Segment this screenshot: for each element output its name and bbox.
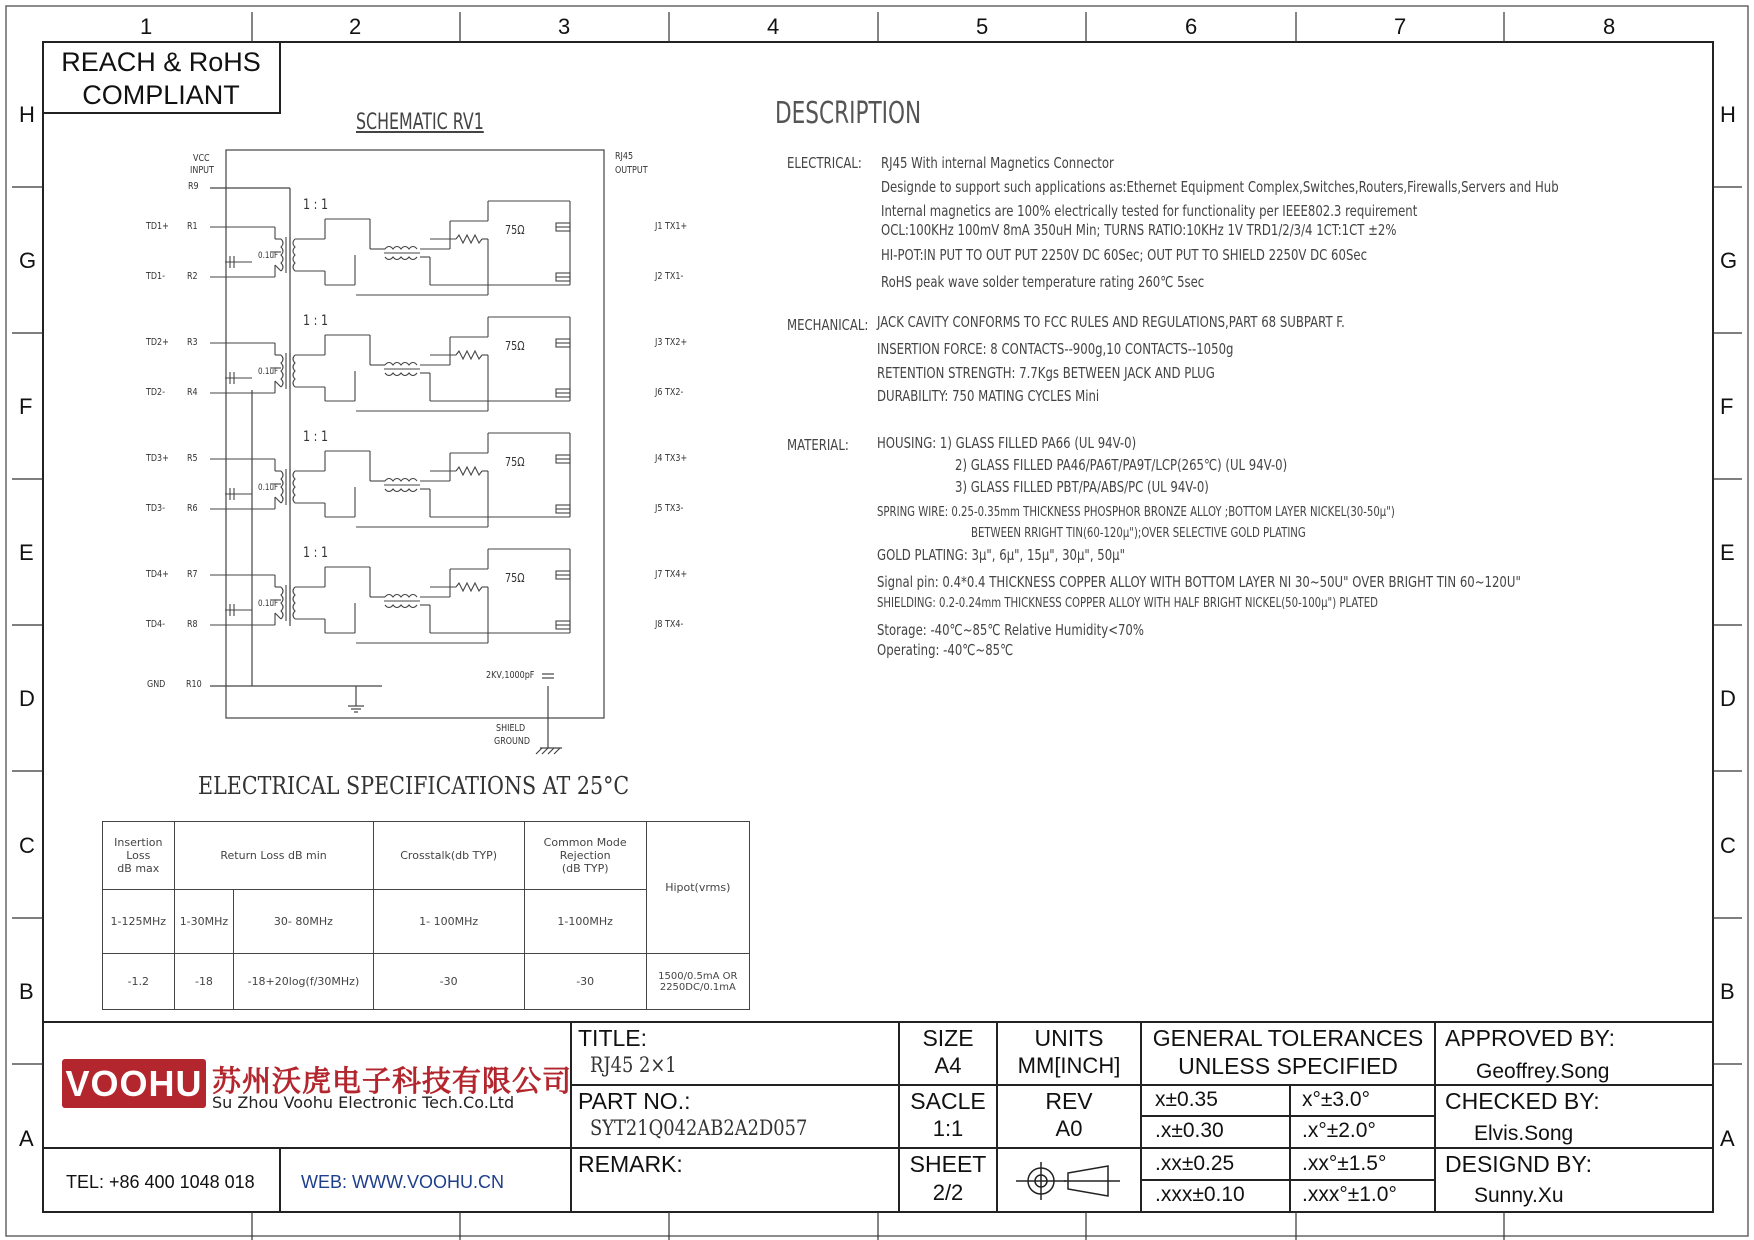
val-crosstalk: -30 [373,954,524,1010]
grid-row-b-right: B [1720,979,1735,1004]
hv-cap-label: 2KV,1000pF [486,670,535,681]
title-label: TITLE: [578,1025,648,1051]
grid-row-e-right: E [1720,540,1735,565]
tol-angular-2: .x°±2.0° [1302,1119,1376,1142]
turns-ratio-label: 1 : 1 [303,197,329,213]
freq-return-2: 30- 80MHz [234,890,373,954]
reach-line2: COMPLIANT [82,80,240,110]
grid-row-c-right: C [1720,833,1736,858]
units-value: MM[INCH] [1017,1053,1121,1078]
j-minus-label: J8 TX4- [655,619,684,630]
td-minus-label: TD1- [146,271,166,282]
material-label: MATERIAL: [787,436,849,454]
size-label: SIZE [922,1025,974,1051]
hdr-return-loss: Return Loss dB min [174,822,373,890]
rj45-label-2: OUTPUT [615,165,648,176]
hdr-insertion-1: Insertion [114,836,163,849]
electrical-label: ELECTRICAL: [787,154,862,172]
resistor-label: 75Ω [505,455,525,469]
tol-linear-3: .xx±0.25 [1155,1152,1235,1175]
grid-row-d-left: D [19,686,35,711]
voohu-logo-text: VOOHU [65,1063,203,1104]
grid-row-b-left: B [19,979,34,1004]
grid-col-1: 1 [140,14,153,39]
tol-linear-1: x±0.35 [1155,1088,1218,1111]
r-minus-label: R2 [187,271,198,282]
sheet-label: SHEET [909,1151,987,1177]
hdr-cmr-2: (dB TYP) [561,862,609,875]
tol-angular-4: .xxx°±1.0° [1302,1183,1397,1206]
cap-label: 0.1uF [258,599,279,609]
shield-label-2: GROUND [494,736,531,747]
r-plus-label: R1 [187,221,198,232]
turns-ratio-label: 1 : 1 [303,429,329,445]
val-hipot-1: 1500/0.5mA OR [658,970,738,982]
voohu-logo [62,1059,206,1108]
part-no-value: SYT21Q042AB2A2D057 [590,1116,808,1140]
part-no-label: PART NO.: [578,1088,691,1114]
grid-col-4: 4 [767,14,780,39]
tel-text: TEL: +86 400 1048 018 [66,1172,255,1192]
tol-linear-4: .xxx±0.10 [1155,1183,1245,1206]
td-plus-label: TD3+ [146,453,169,464]
grid-row-g-right: G [1720,248,1738,273]
electrical-line-2: Designde to support such applications as:Ethernet Equipment Complex,Switches,Routers,Firewalls,Servers and Hub [881,178,1559,196]
hdr-crosstalk: Crosstalk(db TYP) [373,822,524,890]
units-label: UNITS [1034,1025,1104,1051]
tol-linear-2: .x±0.30 [1155,1119,1224,1142]
j-plus-label: J1 TX1+ [655,221,688,232]
electrical-line-1: RJ45 With internal Magnetics Connector [881,154,1114,172]
r9-label: R9 [188,181,199,192]
size-value: A4 [934,1053,962,1078]
hdr-insertion-2: Loss [126,849,151,862]
rev-label: REV [1045,1088,1093,1114]
electrical-line-6: RoHS peak wave solder temperature rating 260℃ 5sec [881,273,1205,291]
grid-col-3: 3 [558,14,571,39]
r-plus-label: R3 [187,337,198,348]
checked-label: CHECKED BY: [1445,1088,1600,1114]
j-minus-label: J5 TX3- [655,503,684,514]
grid-row-h-right: H [1720,102,1736,127]
td-minus-label: TD3- [146,503,166,514]
grid-row-a-left: A [19,1126,34,1151]
j-plus-label: J7 TX4+ [655,569,688,580]
approved-value: Geoffrey.Song [1476,1060,1610,1083]
material-line-7: Signal pin: 0.4*0.4 THICKNESS COPPER ALLOY WITH BOTTOM LAYER NI 30~50U" OVER BRIGHT TIN 60~120U" [877,573,1521,591]
resistor-label: 75Ω [505,339,525,353]
freq-crosstalk: 1- 100MHz [373,890,524,954]
td-plus-label: TD1+ [146,221,169,232]
company-name-en: Su Zhou Voohu Electronic Tech.Co.Ltd [212,1093,515,1112]
r10-label: R10 [186,679,202,690]
tolerance-heading-2: UNLESS SPECIFIED [1178,1053,1398,1079]
freq-insertion: 1-125MHz [103,890,175,954]
tol-angular-3: .xx°±1.5° [1302,1152,1387,1175]
material-line-6: GOLD PLATING: 3μ", 6μ", 15μ", 30μ", 50μ" [877,546,1125,564]
hdr-cmr-1: Common Mode Rejection [543,836,627,862]
td-minus-label: TD4- [146,619,166,630]
grid-row-a-right: A [1720,1126,1735,1151]
material-line-5: BETWEEN RRIGHT TIN(60-120μ");OVER SELECTIVE GOLD PLATING [971,526,1306,541]
j-plus-label: J4 TX3+ [655,453,688,464]
tol-angular-1: x°±3.0° [1302,1088,1371,1111]
cap-label: 0.1uF [258,367,279,377]
resistor-label: 75Ω [505,571,525,585]
remark-label: REMARK: [578,1151,683,1177]
rj45-label-1: RJ45 [615,151,634,162]
mechanical-line-3: RETENTION STRENGTH: 7.7Kgs BETWEEN JACK AND PLUG [877,364,1215,382]
r-minus-label: R4 [187,387,198,398]
grid-row-e-left: E [19,540,34,565]
vcc-label-1: VCC [193,153,210,164]
description-heading: DESCRIPTION [775,96,922,131]
approved-label: APPROVED BY: [1445,1025,1616,1051]
scale-label: SACLE [910,1088,986,1114]
scale-value: 1:1 [932,1116,964,1141]
grid-col-7: 7 [1394,14,1407,39]
schematic-title: SCHEMATIC RV1 [356,110,484,135]
hdr-insertion-3: dB max [117,862,160,875]
j-minus-label: J6 TX2- [655,387,684,398]
checked-value: Elvis.Song [1474,1122,1574,1145]
designed-label: DESIGND BY: [1445,1151,1592,1177]
hdr-hipot: Hipot(vrms) [646,822,749,954]
freq-cmr: 1-100MHz [524,890,646,954]
grid-row-h-left: H [19,102,35,127]
r-minus-label: R6 [187,503,198,514]
reach-line1: REACH & RoHS [61,47,261,77]
td-plus-label: TD2+ [146,337,169,348]
tolerance-heading-1: GENERAL TOLERANCES [1152,1025,1424,1051]
turns-ratio-label: 1 : 1 [303,545,329,561]
material-line-1: HOUSING: 1) GLASS FILLED PA66 (UL 94V-0) [877,434,1137,452]
grid-row-f-left: F [19,394,33,419]
grid-col-8: 8 [1603,14,1616,39]
mechanical-line-4: DURABILITY: 750 MATING CYCLES Mini [877,387,1100,405]
material-line-9: Storage: -40℃~85℃ Relative Humidity<70% [877,621,1145,639]
projection-icon [1008,1158,1130,1204]
td-minus-label: TD2- [146,387,166,398]
val-cmr: -30 [524,954,646,1010]
designed-value: Sunny.Xu [1474,1184,1564,1207]
freq-return-1: 1-30MHz [174,890,234,954]
mechanical-line-2: INSERTION FORCE: 8 CONTACTS--900g,10 CONTACTS--1050g [877,340,1234,358]
elec-spec-title: ELECTRICAL SPECIFICATIONS AT 25°C [198,772,630,800]
grid-row-f-right: F [1720,394,1734,419]
vcc-label-2: INPUT [190,165,214,176]
val-return-1: -18 [174,954,234,1010]
turns-ratio-label: 1 : 1 [303,313,329,329]
val-return-2: -18+20log(f/30MHz) [234,954,373,1010]
cap-label: 0.1uF [258,251,279,261]
company-name-cn: 苏州沃虎电子科技有限公司 [212,1064,573,1098]
r-minus-label: R8 [187,619,198,630]
grid-col-2: 2 [349,14,362,39]
material-line-3: 3) GLASS FILLED PBT/PA/ABS/PC (UL 94V-0) [955,478,1209,496]
grid-col-5: 5 [976,14,989,39]
electrical-line-5: HI-POT:IN PUT TO OUT PUT 2250V DC 60Sec; OUT PUT TO SHIELD 2250V DC 60Sec [881,246,1368,264]
gnd-label: GND [147,679,166,690]
r-plus-label: R7 [187,569,198,580]
web-link[interactable]: WEB: WWW.VOOHU.CN [301,1172,504,1192]
material-line-2: 2) GLASS FILLED PA46/PA6T/PA9T/LCP(265℃) (UL 94V-0) [955,456,1288,474]
cap-label: 0.1uF [258,483,279,493]
mechanical-label: MECHANICAL: [787,316,869,334]
j-minus-label: J2 TX1- [655,271,684,282]
material-line-4: SPRING WIRE: 0.25-0.35mm THICKNESS PHOSPHOR BRONZE ALLOY ;BOTTOM LAYER NICKEL(30-50μ") [877,505,1395,520]
val-insertion: -1.2 [103,954,175,1010]
material-line-10: Operating: -40℃~85℃ [877,641,1014,659]
grid-row-g-left: G [19,248,37,273]
shield-label-1: SHIELD [496,723,526,734]
rev-value: A0 [1055,1116,1083,1141]
title-value: RJ45 2×1 [590,1053,677,1077]
electrical-line-3: Internal magnetics are 100% electrically tested for functionality per IEEE802.3 requirement [881,202,1418,220]
electrical-line-4: OCL:100KHz 100mV 8mA 350uH Min; TURNS RATIO:10KHz 1V TRD1/2/3/4 1CT:1CT ±2% [881,221,1397,239]
grid-row-d-right: D [1720,686,1736,711]
grid-row-c-left: C [19,833,35,858]
td-plus-label: TD4+ [146,569,169,580]
mechanical-line-1: JACK CAVITY CONFORMS TO FCC RULES AND REGULATIONS,PART 68 SUBPART F. [877,313,1345,331]
sheet-value: 2/2 [932,1180,964,1205]
j-plus-label: J3 TX2+ [655,337,688,348]
val-hipot-2: 2250DC/0.1mA [659,981,736,993]
r-plus-label: R5 [187,453,198,464]
resistor-label: 75Ω [505,223,525,237]
grid-col-6: 6 [1185,14,1198,39]
material-line-8: SHIELDING: 0.2-0.24mm THICKNESS COPPER ALLOY WITH HALF BRIGHT NICKEL(50-100μ") PLATED [877,596,1378,611]
